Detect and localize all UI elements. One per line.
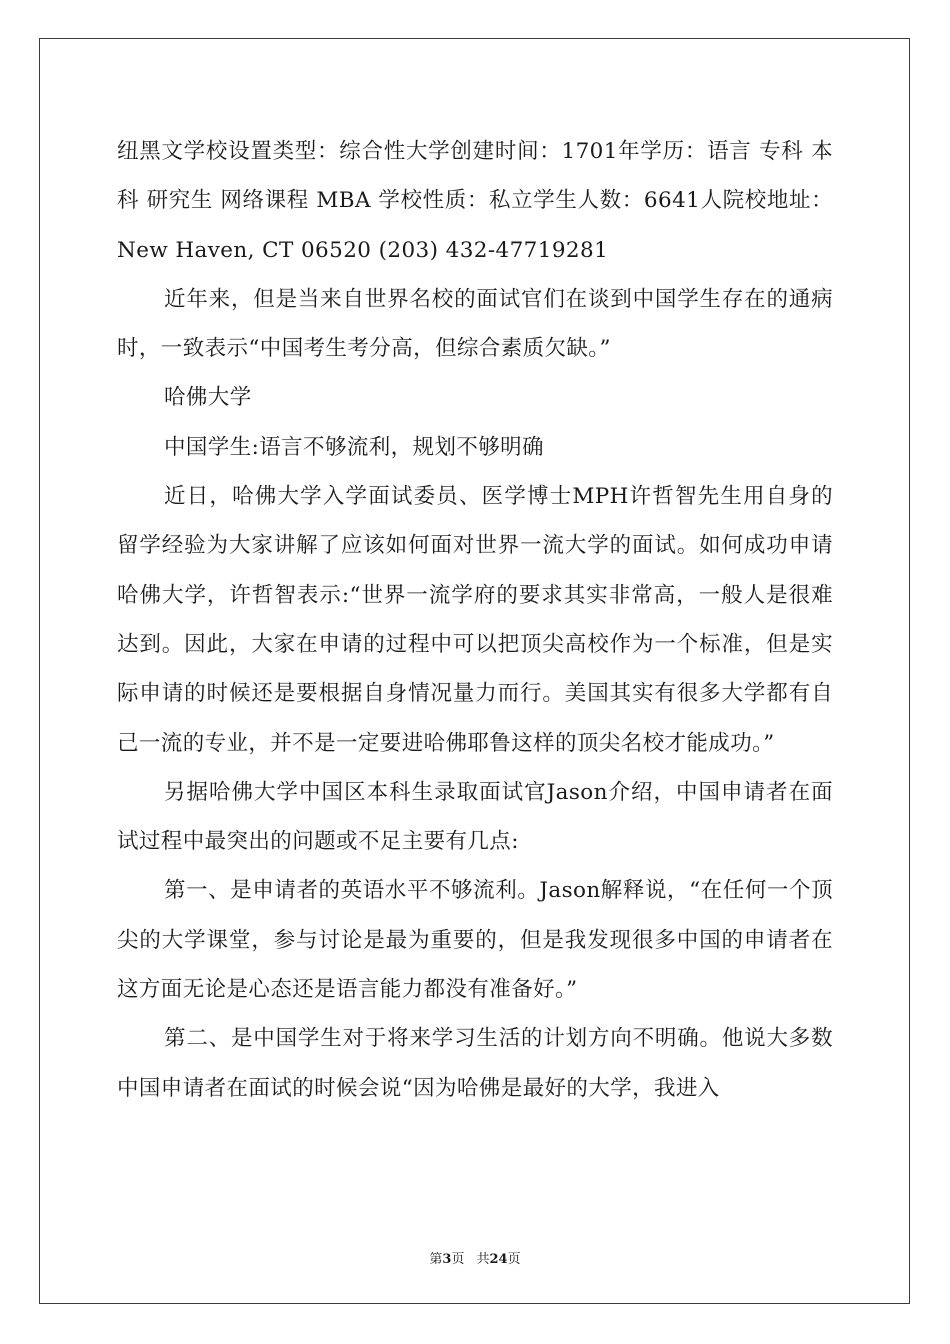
page-total: 24: [489, 1252, 508, 1267]
paragraph-point-one: 第一、是申请者的英语水平不够流利。Jason解释说，“在任何一个顶尖的大学课堂，参与讨论是最为重要的，但是我发现很多中国的申请者在这方面无论是心态还是语言能力都没有准备好。”: [117, 878, 833, 1003]
page-footer: [0, 1248, 950, 1267]
paragraph-interview-advice: 近日，哈佛大学入学面试委员、医学博士MPH许哲智先生用自身的留学经验为大家讲解了应该如何面对世界一流大学的面试。如何成功申请哈佛大学，许哲智表示:“世界一流学府的要求其实非常高，一般人是很难达到。因此，大家在申请的过程中可以把顶尖高校作为一个标准，但是实际申请的时候还是要根据自身情况量力而行。美国其实有很多大学都有自己一流的专业，并不是一定要进哈佛耶鲁这样的顶尖名校才能成功。”: [117, 484, 833, 756]
page-current: 3: [442, 1252, 452, 1267]
section-subheading: 中国学生:语言不够流利，规划不够明确: [164, 434, 544, 460]
paragraph-jason-intro: 另据哈佛大学中国区本科生录取面试官Jason介绍，中国申请者在面试过程中最突出的问题或不足主要有几点:: [117, 779, 833, 855]
paragraph-intro: 近年来，但是当来自世界名校的面试官们在谈到中国学生存在的通病时，一致表示“中国考生考分高，但综合素质欠缺。”: [117, 286, 833, 362]
section-heading-harvard: 哈佛大学: [164, 385, 252, 411]
paragraph-school-info: 纽黑文学校设置类型：综合性大学创建时间：1701年学历：语言 专科 本科 研究生 网络课程 MBA 学校性质：私立学生人数：6641人院校地址：New Haven, CT 06520 (203) 432-47719281: [117, 139, 833, 263]
page-prefix: 第: [429, 1252, 443, 1267]
total-suffix: 页: [507, 1252, 521, 1267]
document-body: [117, 127, 833, 1113]
total-prefix: 共: [476, 1252, 490, 1267]
page-suffix: 页: [451, 1252, 465, 1267]
paragraph-point-two: 第二、是中国学生对于将来学习生活的计划方向不明确。他说大多数中国申请者在面试的时候会说“因为哈佛是最好的大学，我进入: [117, 1026, 833, 1101]
